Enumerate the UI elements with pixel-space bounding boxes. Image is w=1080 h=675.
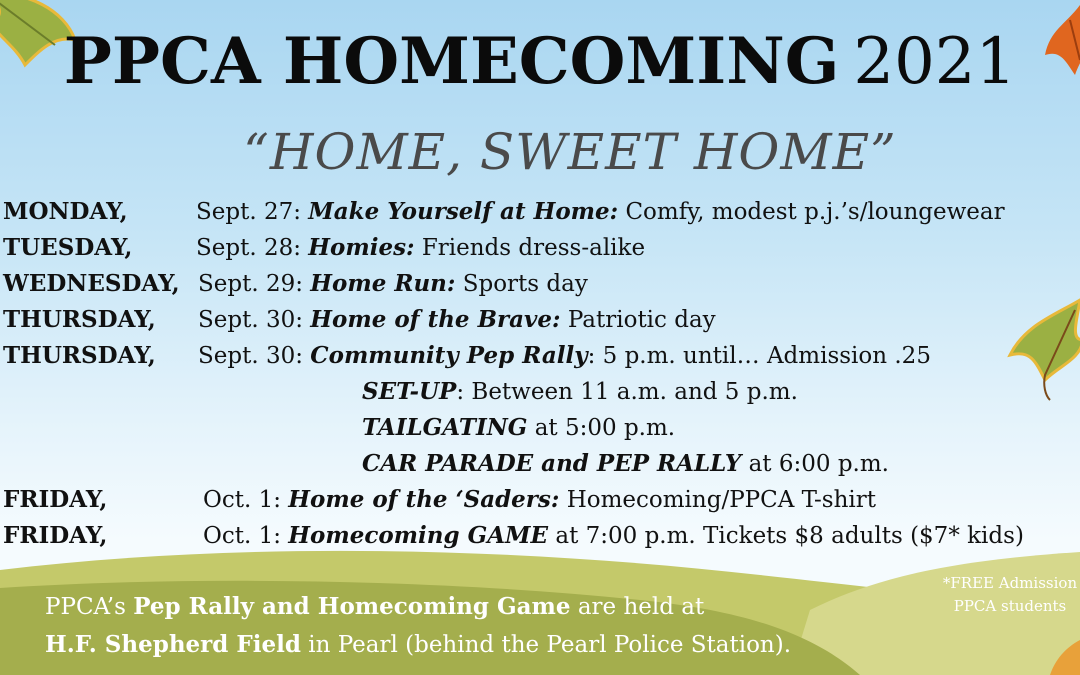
footer-text [45,588,791,664]
rally-detail-tailgating [362,411,675,445]
free-admission-note [930,572,1080,618]
theme-label: Make Yourself at Home: [308,198,619,225]
theme-label: Homecoming GAME [288,522,549,549]
date-label: Sept. 30: [198,307,303,333]
theme-label: Community Pep Rally [310,342,588,369]
rally-detail-text: : Between 11 a.m. and 5 p.m. [456,379,798,405]
date-label: Sept. 27: [196,199,301,225]
date-label: Oct. 1: [203,487,281,513]
date-label: Sept. 28: [196,235,301,261]
rally-detail-label: CAR PARADE and PEP RALLY [362,450,742,477]
footer-suffix: in Pearl (behind the Pearl Police Station). [308,632,792,658]
footer-highlight-event: Pep Rally and Homecoming Game [133,593,571,620]
theme-label: Homies: [308,234,415,261]
footer-prefix: PPCA’s [45,594,126,620]
footer-middle: are held at [577,594,705,620]
note-line-2: PPCA students [953,597,1067,615]
title-main: PPCA HOMECOMING [63,24,840,99]
note-line-1: *FREE Admission [942,574,1078,592]
footer-highlight-venue: H.F. Shepherd Field [45,631,301,658]
day-label: MONDAY [3,198,120,225]
theme-label: Home of the ‘Saders: [288,486,560,513]
detail-label: Comfy, modest p.j.’s/loungewear [625,199,1005,225]
page-subtitle: “HOME, SWEET HOME” [243,123,897,181]
rally-detail-text: at 6:00 p.m. [748,451,889,477]
title-year: 2021 [853,25,1017,99]
detail-label: at 7:00 p.m. Tickets $8 adults ($7* kids) [555,523,1024,549]
detail-label: Homecoming/PPCA T-shirt [566,487,877,513]
theme-label: Home of the Brave: [310,306,561,333]
day-label: THURSDAY [3,306,148,333]
detail-label: Sports day [462,271,588,297]
rally-detail-setup [362,375,798,409]
rally-detail-label: SET-UP [362,378,457,405]
date-label: Sept. 29: [198,271,303,297]
day-label: THURSDAY [3,342,148,369]
leaf-bottom-right-icon [1050,640,1080,675]
date-label: Oct. 1: [203,523,281,549]
page-title [0,24,1080,99]
leaf-right-icon [1005,295,1080,405]
day-label: FRIDAY [3,486,100,513]
date-label: Sept. 30: [198,343,303,369]
detail-label: Friends dress-alike [421,235,646,261]
rally-detail-text: at 5:00 p.m. [534,415,676,441]
day-label: FRIDAY [3,522,100,549]
detail-label: Patriotic day [567,307,716,333]
rally-detail-label: TAILGATING [362,414,528,441]
day-label: TUESDAY [3,234,125,261]
theme-label: Home Run: [310,270,456,297]
detail-label: : 5 p.m. until… Admission .25 [587,343,931,369]
rally-detail-parade [362,447,889,481]
day-label: WEDNESDAY [3,270,172,297]
